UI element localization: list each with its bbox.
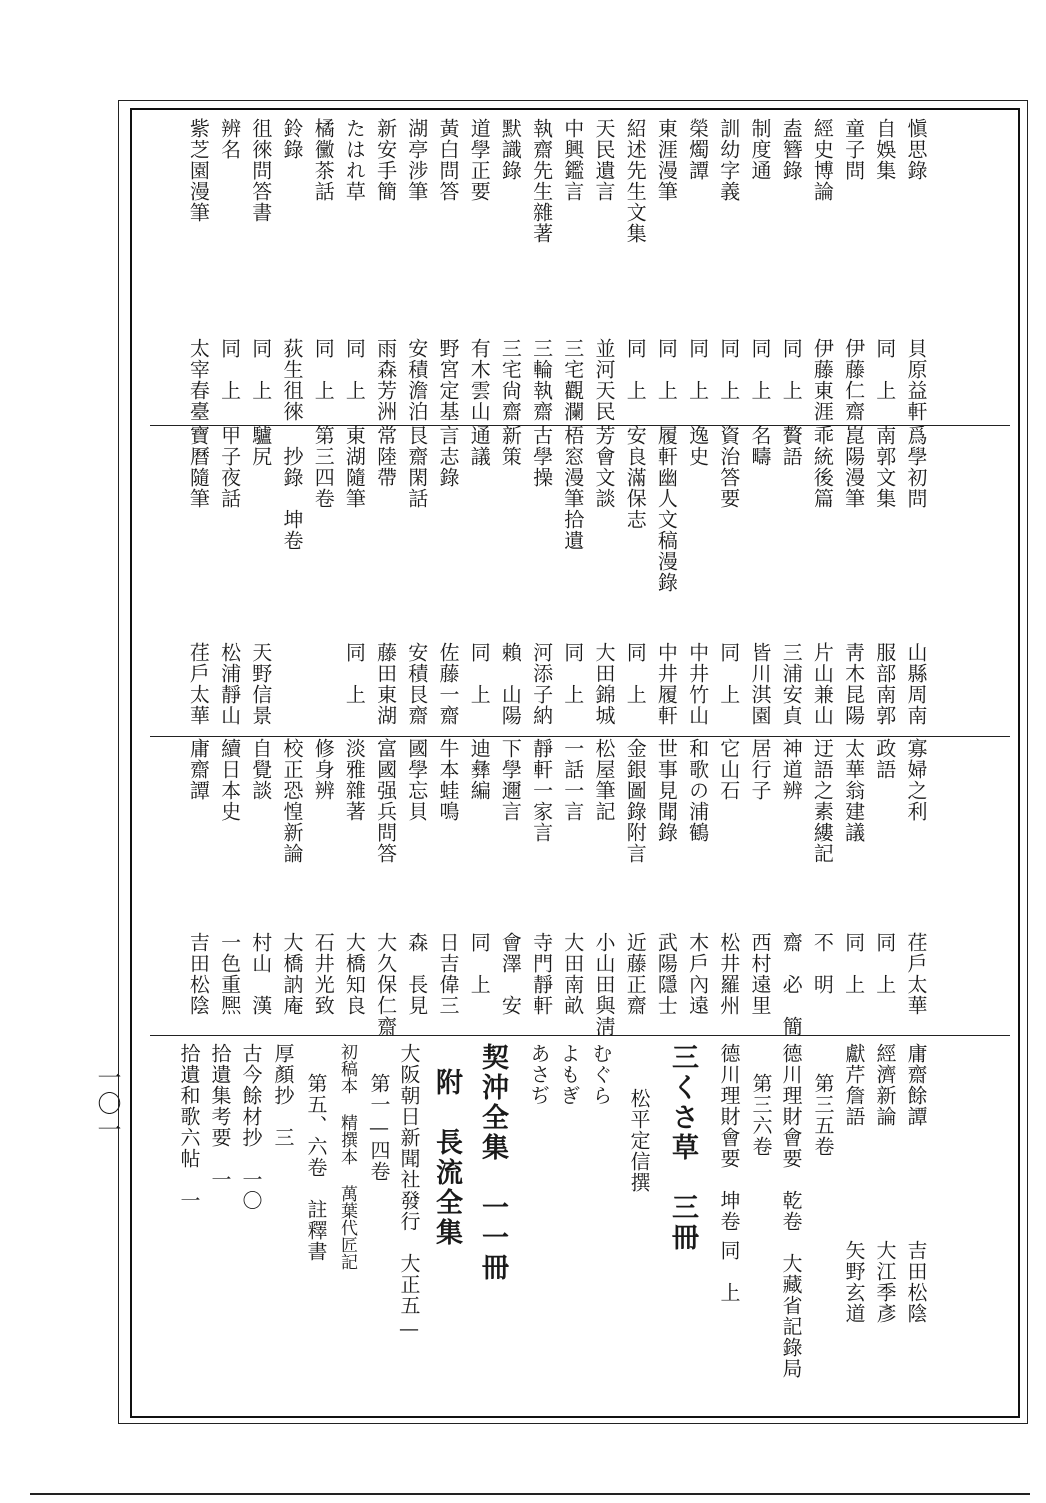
entry-title: 訓幼字義 [716, 118, 741, 202]
band4-line: 松平定信撰 [627, 1088, 651, 1193]
entry-title: 梧窓漫筆拾遺 [560, 425, 585, 551]
entry-title: 自覺談 [248, 738, 273, 801]
entry-title: 橘黴茶話 [311, 118, 336, 202]
entry-author: 大久保仁齋 [373, 932, 398, 1037]
entry-title: 黃白問答 [436, 118, 460, 202]
entry-title: 言志錄 [436, 425, 460, 488]
entry-title: 靜軒一家言 [529, 738, 554, 843]
entry-title: 居行子 [748, 738, 772, 801]
bottom-rule [30, 1493, 1030, 1495]
entry-title: 紹述先生文集 [623, 118, 648, 244]
entry-title: 校正恐惶新論 [280, 738, 304, 864]
entry-author: 雨森芳洲 [373, 338, 398, 422]
band4-line: 庸齋餘譚 [904, 1043, 928, 1127]
entry-title: 湖亭涉筆 [404, 118, 429, 202]
entry-title: 世事見聞錄 [654, 738, 679, 843]
entry-author: 村山 漢 [248, 932, 273, 1016]
entry-title: 續日本史 [217, 738, 242, 822]
entry-author: 森 長見 [404, 932, 429, 1016]
entry-title: 迂語之素縷記 [810, 738, 835, 864]
entry-title: 通議 [467, 425, 492, 467]
entry-author: 同 上 [217, 338, 242, 401]
entry-author: 服部南郭 [872, 642, 897, 726]
entry-author: 石井光致 [311, 932, 336, 1016]
entry-title: 牛本蛙鳴 [436, 738, 460, 822]
band4-line: 拾遺和歌六帖 一 [177, 1043, 201, 1211]
entry-title: 甲子夜話 [217, 425, 242, 509]
entry-title: 逸史 [685, 425, 710, 467]
entry-author: 伊藤仁齋 [841, 338, 866, 422]
entry-author: 大田南畝 [560, 932, 585, 1016]
entry-author: 不 明 [810, 932, 835, 995]
entry-author: 同 上 [716, 642, 741, 705]
entry-title: 驢尻 [248, 425, 273, 467]
entry-title: 政語 [872, 738, 897, 780]
entry-title: 經史博論 [810, 118, 835, 202]
entry-title: 神道辨 [779, 738, 804, 801]
entry-author: 同 上 [623, 338, 648, 401]
band4-line: 契沖全集 一一冊 [477, 1043, 508, 1283]
entry-author: 大橋訥庵 [280, 932, 304, 1016]
entry-author: 荻生徂徠 [280, 338, 304, 422]
entry-author: 荏戶太華 [904, 932, 928, 1016]
entry-author: 同 上 [872, 932, 897, 995]
entry-title: 艮齋閑話 [404, 425, 429, 509]
entry-title: 乖統後篇 [810, 425, 835, 509]
entry-author: 荏戶太華 [186, 642, 211, 726]
entry-title: 東涯漫筆 [654, 118, 679, 202]
entry-title: 抄錄 坤卷 [280, 425, 304, 551]
band4-author: 大江季彥 [873, 1240, 897, 1324]
entry-title: 新策 [498, 425, 523, 467]
entry-author: 同 上 [716, 338, 741, 401]
entry-title: 常陸帶 [373, 425, 398, 488]
entry-title: 愼思錄 [904, 118, 928, 181]
entry-author: 山縣周南 [904, 642, 928, 726]
entry-author: 皆川淇園 [748, 642, 772, 726]
entry-title: 贅語 [779, 425, 804, 467]
entry-author: 中井履軒 [654, 642, 679, 726]
entry-title: 紫芝園漫筆 [186, 118, 211, 223]
entry-author: 佐藤一齋 [436, 642, 460, 726]
entry-title: 天民遺言 [592, 118, 616, 202]
band4-line: 厚顏抄 三 [271, 1043, 295, 1148]
band4-line: 拾遺集考要 一 [208, 1043, 232, 1190]
band4-line: 德川理財會要 坤卷 [717, 1043, 741, 1232]
band4-line: 三くさ草 三冊 [667, 1043, 698, 1253]
entry-author: 同 上 [248, 338, 273, 401]
entry-title: 淡雅雜著 [342, 738, 367, 822]
entry-author: 三浦安貞 [779, 642, 804, 726]
entry-title: 默識錄 [498, 118, 523, 181]
entry-title: 徂徠問答書 [248, 118, 273, 223]
band4-line: 初稿本 精撰本 萬葉代匠記 [337, 1043, 357, 1270]
entry-author: 片山兼山 [810, 642, 835, 726]
entry-title: 太華翁建議 [841, 738, 866, 843]
entry-title: 富國强兵問答 [373, 738, 398, 864]
entry-author: 同 上 [342, 338, 367, 401]
entry-title: 中興鑑言 [560, 118, 585, 202]
entry-author: 安積艮齋 [404, 642, 429, 726]
band4-author: 同 上 [717, 1240, 741, 1303]
entry-author: 同 上 [841, 932, 866, 995]
band4-line: 古今餘材抄 一〇 [239, 1043, 263, 1211]
entry-author: 伊藤東涯 [810, 338, 835, 422]
entry-author: 會澤 安 [498, 932, 523, 1016]
entry-author: 一色重熈 [217, 932, 242, 1016]
entry-title: 童子問 [841, 118, 866, 181]
entry-title: 東湖隨筆 [342, 425, 367, 509]
band4-line: むぐら [589, 1043, 613, 1106]
entry-author: 小山田與淸 [592, 932, 616, 1037]
band4-line: 第五、六卷 註釋書 [304, 1073, 328, 1262]
entry-author: 藤田東湖 [373, 642, 398, 726]
band4-author: 矢野玄道 [842, 1240, 866, 1324]
band-divider-2 [150, 736, 1010, 737]
band4-line: 德川理財會要 乾卷 大藏省記錄局 [779, 1043, 803, 1379]
entry-author: 太宰春臺 [186, 338, 211, 422]
band4-line: 大阪朝日新聞社發行 大正五— [397, 1043, 421, 1341]
entry-title: 一話一言 [560, 738, 585, 822]
entry-title: 國學忘貝 [404, 738, 429, 822]
entry-author: 同 上 [654, 338, 679, 401]
entry-title: 它山石 [716, 738, 741, 801]
entry-author: 三宅觀瀾 [560, 338, 585, 422]
page-number: 一〇一 [93, 1065, 121, 1143]
entry-author: 同 上 [467, 932, 492, 995]
entry-author: 三宅尙齋 [498, 338, 523, 422]
band4-line: 第三五卷 [811, 1073, 835, 1157]
entry-author: 大橋知良 [342, 932, 367, 1016]
entry-author: 河添子納 [529, 642, 554, 726]
band-divider-3 [150, 1035, 1010, 1036]
band4-line: 第三六卷 [749, 1073, 773, 1157]
entry-author: 木戶內遠 [685, 932, 710, 1016]
entry-author: 同 上 [779, 338, 804, 401]
entry-author: 靑木昆陽 [841, 642, 866, 726]
entry-author: 賴 山陽 [498, 642, 523, 726]
entry-title: 盍簪錄 [779, 118, 804, 181]
entry-author: 吉田松陰 [186, 932, 211, 1016]
entry-title: 下學邇言 [498, 738, 523, 822]
entry-title: 自娛集 [872, 118, 897, 181]
entry-title: 和歌の浦鶴 [685, 738, 710, 843]
entry-author: 同 上 [623, 642, 648, 705]
entry-title: 執齋先生雜著 [529, 118, 554, 244]
entry-author: 武陽隱士 [654, 932, 679, 1016]
entry-title: 道學正要 [467, 118, 492, 202]
entry-title: 迪彝編 [467, 738, 492, 801]
entry-title: 庸齋譚 [186, 738, 211, 801]
entry-author: 天野信景 [248, 642, 273, 726]
entry-title: 寡婦之利 [904, 738, 928, 822]
entry-author: 安積澹泊 [404, 338, 429, 422]
entry-title: 制度通 [748, 118, 772, 181]
entry-title: 南郭文集 [872, 425, 897, 509]
entry-author: 西村遠里 [748, 932, 772, 1016]
entry-title: 名疇 [748, 425, 772, 467]
entry-author: 松浦靜山 [217, 642, 242, 726]
entry-author: 松井羅州 [716, 932, 741, 1016]
band4-line: 附 長流全集 [431, 1068, 462, 1248]
entry-title: 辨名 [217, 118, 242, 160]
entry-author: 近藤正齋 [623, 932, 648, 1016]
entry-author: 中井竹山 [685, 642, 710, 726]
entry-author: 同 上 [748, 338, 772, 401]
entry-author: 同 上 [311, 338, 336, 401]
entry-author: 齋 必 簡 [779, 932, 804, 1037]
entry-title: 古學操 [529, 425, 554, 488]
entry-title: 爲學初問 [904, 425, 928, 509]
entry-title: たはれ草 [342, 118, 367, 202]
band4-line: よもぎ [557, 1043, 581, 1106]
entry-author: 野宮定基 [436, 338, 460, 422]
entry-title: 履軒幽人文稿漫錄 [654, 425, 679, 593]
band4-author: 吉田松陰 [904, 1240, 928, 1324]
entry-title: 金銀圖錄附言 [623, 738, 648, 864]
entry-title: 新安手簡 [373, 118, 398, 202]
entry-title: 芳會文談 [592, 425, 616, 509]
entry-author: 寺門靜軒 [529, 932, 554, 1016]
band4-line: 獻芹詹語 [842, 1043, 866, 1127]
entry-author: 同 上 [872, 338, 897, 401]
entry-author: 同 上 [560, 642, 585, 705]
entry-title: 榮燭譚 [685, 118, 710, 181]
entry-title: 鈴錄 [280, 118, 304, 160]
entry-title: 安良滿保志 [623, 425, 648, 530]
entry-author: 三輪執齋 [529, 338, 554, 422]
entry-title: 崑陽漫筆 [841, 425, 866, 509]
band4-line: 經濟新論 [873, 1043, 897, 1127]
entry-author: 同 上 [685, 338, 710, 401]
entry-author: 同 上 [342, 642, 367, 705]
entry-author: 同 上 [467, 642, 492, 705]
band4-line: 第一—四卷 [367, 1073, 391, 1182]
band4-line: あさぢ [527, 1043, 551, 1106]
entry-author: 貝原益軒 [904, 338, 928, 422]
entry-author: 有木雲山 [467, 338, 492, 422]
entry-author: 並河天民 [592, 338, 616, 422]
entry-title: 松屋筆記 [592, 738, 616, 822]
entry-title: 資治答要 [716, 425, 741, 509]
entry-author: 日吉偉三 [436, 932, 460, 1016]
entry-title: 修身辨 [311, 738, 336, 801]
entry-author: 大田錦城 [592, 642, 616, 726]
entry-title: 第三四卷 [311, 425, 336, 509]
entry-title: 寶曆隨筆 [186, 425, 211, 509]
